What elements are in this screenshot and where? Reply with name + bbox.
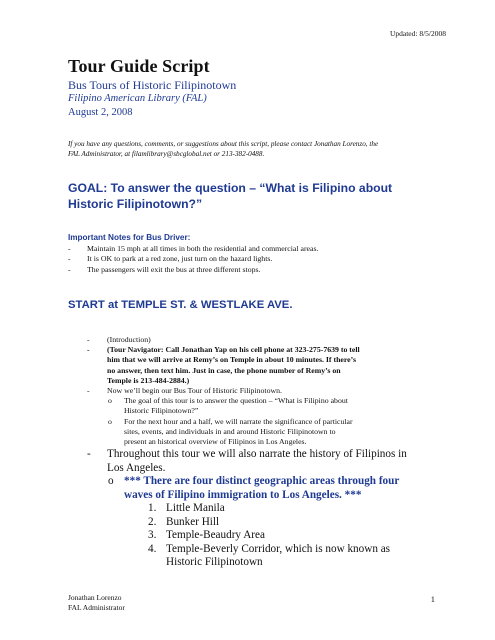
updated-date: Updated: 8/5/2008 [389, 29, 446, 38]
list-item [148, 502, 445, 516]
script-item-begin [87, 386, 445, 396]
areas-line: *** There are four distinct geographic areas through four [124, 475, 400, 488]
goal-heading [68, 181, 448, 212]
history-line: Los Angeles. [107, 462, 166, 475]
script-item-navigator [87, 345, 445, 386]
goal-line: Historic Filipinotown?” [68, 196, 203, 211]
dash-marker: - [87, 448, 91, 461]
sub-line: present an historical overview of Filipinos in Los Angeles. [124, 437, 307, 447]
list-text: Bunker Hill [166, 515, 220, 528]
document-subtitle: Bus Tours of Historic Filipinotown [68, 78, 237, 92]
list-item [148, 529, 445, 543]
circle-bullet: o [108, 416, 112, 426]
note-text: It is OK to park at a red zone, just turn on the hazard lights. [87, 254, 273, 264]
tour-script [87, 335, 445, 570]
sub-line: Historic Filipinotown?” [124, 406, 199, 416]
circle-bullet: o [108, 396, 112, 406]
library-name: Filipino American Library (FAL) [68, 93, 207, 104]
contact-line: If you have any questions, comments, or suggestions about this script, please contact Jonathan Lorenzo, the [68, 140, 379, 148]
note-text: Maintain 15 mph at all times in both the residential and commercial areas. [87, 244, 319, 253]
list-item [148, 543, 445, 570]
navigator-line: him that we will arrive at Remy’s on Temple in about 10 minutes. If there’s [107, 355, 356, 365]
list-text: Historic Filipinotown [166, 556, 263, 569]
dash-marker: - [87, 345, 90, 355]
contact-note [68, 140, 438, 159]
sub-item-areas [87, 475, 445, 502]
footer-name: Jonathan Lorenzo [68, 593, 122, 602]
sub-line: The goal of this tour is to answer the question – “What is Filipino about [124, 396, 348, 406]
intro-text: (Introduction) [107, 335, 151, 344]
list-number: 2. [148, 515, 157, 528]
list-number: 4. [148, 542, 157, 555]
document-title: Tour Guide Script [68, 56, 210, 76]
list-number: 1. [148, 502, 157, 515]
dash-marker: - [68, 254, 71, 264]
sub-line: sites, events, and individuals in and around Historic Filipinotown to [124, 426, 336, 436]
list-number: 3. [148, 529, 157, 542]
dash-marker: - [68, 264, 71, 274]
list-text: Temple-Beverly Corridor, which is now known as [166, 542, 391, 555]
sub-line: For the next hour and a half, we will narrate the significance of particular [124, 416, 353, 426]
list-text: Little Manila [166, 502, 225, 515]
dash-marker: - [87, 386, 90, 396]
areas-list [87, 502, 445, 570]
list-item [148, 516, 445, 530]
script-item-history [87, 447, 445, 475]
document-date: August 2, 2008 [68, 107, 133, 118]
note-item [68, 244, 448, 254]
script-item-intro [87, 335, 445, 345]
navigator-line: Temple is 213-484-2884.) [107, 375, 190, 385]
goal-line: GOAL: To answer the question – “What is Filipino about [68, 181, 393, 195]
footer-author [68, 593, 125, 612]
note-text: The passengers will exit the bus at three different stops. [87, 264, 261, 274]
sub-item-goal [87, 396, 445, 416]
page-number: 1 [430, 594, 435, 604]
contact-line: FAL Administrator, at filamlibrary@sbcglobal.net or 213-382-0488. [68, 149, 265, 158]
notes-title: Important Notes for Bus Driver: [68, 233, 191, 242]
start-heading: START at TEMPLE ST. & WESTLAKE AVE. [68, 299, 293, 311]
list-text: Temple-Beaudry Area [166, 529, 265, 542]
note-item [68, 265, 448, 275]
areas-line: waves of Filipino immigration to Los Angeles. *** [124, 488, 362, 501]
note-item [68, 254, 448, 264]
footer-role: FAL Administrator [68, 602, 125, 612]
bus-driver-notes [68, 244, 448, 275]
navigator-line: no answer, then text him. Just in case, the phone number of Remy’s on [107, 365, 341, 375]
history-line: Throughout this tour we will also narrate the history of Filipinos in [107, 448, 407, 461]
sub-item-narrate [87, 417, 445, 448]
circle-bullet: o [108, 475, 114, 488]
begin-text: Now we’ll begin our Bus Tour of Historic Filipinotown. [107, 386, 282, 396]
dash-marker: - [87, 335, 90, 344]
navigator-line: (Tour Navigator: Call Jonathan Yap on his cell phone at 323-275-7639 to tell [107, 345, 360, 355]
dash-marker: - [68, 244, 71, 253]
